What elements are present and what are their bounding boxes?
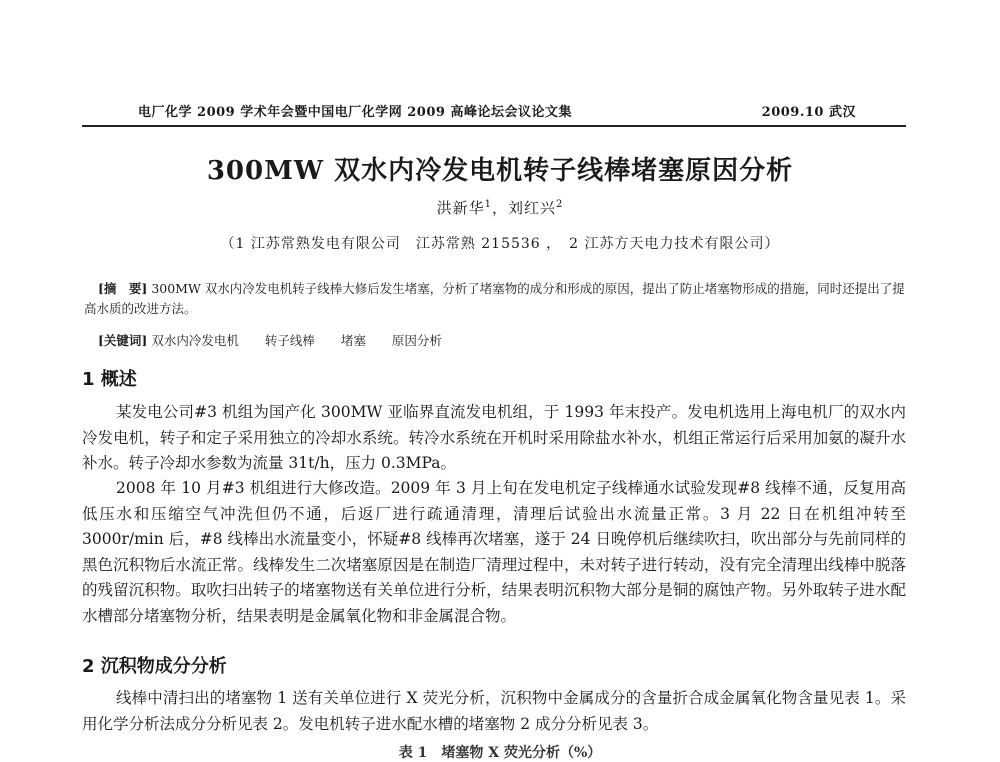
keywords-label: [关键词] (98, 333, 148, 348)
abstract-label: [摘 要] (98, 281, 148, 296)
author-separator: ， (491, 199, 508, 217)
keyword: 双水内冷发电机 (151, 333, 239, 348)
keyword: 转子线棒 (264, 333, 315, 348)
author-name: 刘红兴 (508, 199, 557, 217)
affiliation-mark: 2 (556, 199, 564, 210)
keyword: 堵塞 (340, 333, 366, 348)
abstract-text: 300MW 双水内冷发电机转子线棒大修后发生堵塞，分析了堵塞物的成分和形成的原因，提出了防止堵塞物形成的措施，同时还提出了提高水质的改进方法。 (84, 281, 905, 316)
body-paragraph: 线棒中清扫出的堵塞物 1 送有关单位进行 X 荧光分析，沉积物中金属成分的含量折合成金属氧化物含量见表 1。采用化学分析法成分分析见表 2。发电机转子进水配水槽的堵塞物 2 成分分析见表 3。 (82, 689, 906, 733)
paper-title: 300MW 双水内冷发电机转子线棒堵塞原因分析 (206, 156, 794, 186)
affiliation-line: （1 江苏常熟发电有限公司 江苏常熟 215536 ， 2 江苏方天电力技术有限公司） (220, 236, 780, 252)
keyword: 原因分析 (391, 333, 442, 348)
running-header (138, 101, 856, 120)
header-rule (82, 125, 906, 127)
keywords (98, 331, 898, 349)
table-caption: 表 1 堵塞物 X 荧光分析（%） (398, 745, 602, 761)
body-paragraph: 某发电公司#3 机组为国产化 300MW 亚临界直流发电机组，于 1993 年末投产。发电机选用上海电机厂的双水内冷发电机，转子和定子采用独立的冷却水系统。转冷水系统在开机时采用除盐水补水，机组正常运行后采用加氨的凝升水补水。转子冷却水参数为流量 31t/h，压力 0.3MPa。 (82, 403, 906, 472)
author-name: 洪新华 (436, 199, 485, 217)
affiliation-mark: 1 (484, 199, 492, 210)
author-line (0, 197, 1000, 218)
body-paragraph: 2008 年 10 月#3 机组进行大修改造。2009 年 3 月上旬在发电机定子线棒通水试验发现#8 线棒不通，反复用高低压水和压缩空气冲洗但仍不通，后返厂进行疏通清理，清理后试验出水流量正常。3 月 22 日在机组冲转至 3000r/min 后，#8 线棒出水流量变小，怀疑#8 线棒再次堵塞，遂于 24 日晚停机后继续吹扫，吹出部分与先前同样的黑色沉积物后水流正常。线棒发生二次堵塞原因是在制造厂清理过程中，未对转子进行转动，没有完全清理出线棒中脱落的残留沉积物。取吹扫出转子的堵塞物送有关单位进行分析，结果表明沉积物大部分是铜的腐蚀产物。另外取转子进水配水槽部分堵塞物分析，结果表明是金属氧化物和非金属混合物。 (82, 479, 906, 625)
section-heading: 2 沉积物成分分析 (82, 656, 227, 677)
abstract (84, 279, 906, 319)
running-title: 电厂化学 2009 学术年会暨中国电厂化学网 2009 高峰论坛会议论文集 (138, 105, 572, 120)
section-heading: 1 概述 (82, 369, 137, 390)
header-date: 2009.10 武汉 (761, 105, 856, 120)
